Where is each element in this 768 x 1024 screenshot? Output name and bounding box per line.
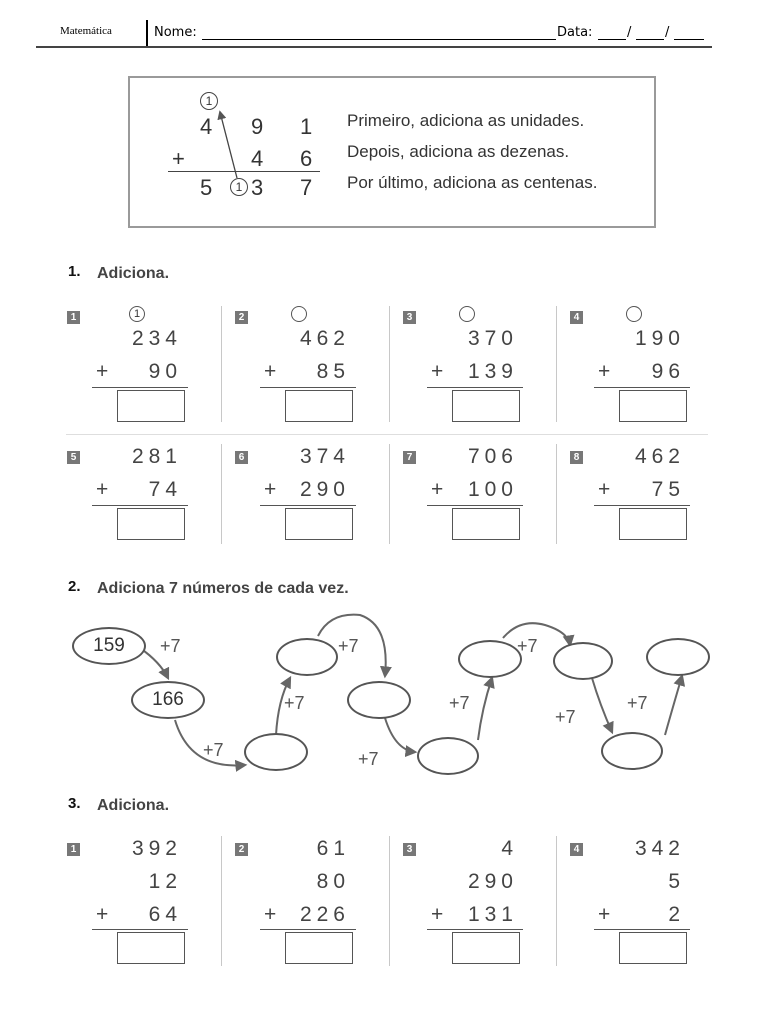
step-label: +7 — [160, 636, 181, 656]
addend: 462 — [634, 445, 685, 468]
item-badge: 2 — [235, 843, 248, 856]
exercise-number: 1. — [68, 263, 81, 280]
addend: 131 — [467, 903, 518, 926]
addend: 281 — [131, 445, 182, 468]
addend: 392 — [131, 837, 182, 860]
item-badge: 3 — [403, 311, 416, 324]
item-badge: 6 — [235, 451, 248, 464]
answer-oval[interactable] — [244, 733, 308, 771]
answer-oval[interactable] — [553, 642, 613, 680]
addend: 80 — [316, 870, 350, 893]
step-label: +7 — [449, 693, 470, 713]
addend: 290 — [467, 870, 518, 893]
answer-oval[interactable] — [601, 732, 663, 770]
answer-oval[interactable] — [458, 640, 522, 678]
addend: 226 — [299, 903, 350, 926]
date-slash: / — [665, 25, 670, 40]
addend: 462 — [299, 327, 350, 350]
example-digit: 4 — [251, 146, 264, 171]
exercise-title: Adiciona 7 números de cada vez. — [97, 580, 349, 597]
item-badge: 3 — [403, 843, 416, 856]
answer-box[interactable] — [285, 932, 353, 964]
item-badge: 2 — [235, 311, 248, 324]
step-label: +7 — [555, 707, 576, 727]
plus-sign: + — [598, 903, 611, 926]
second-number-oval: 166 — [131, 681, 205, 719]
example-digit: 5 — [200, 175, 213, 200]
item-badge: 4 — [570, 311, 583, 324]
answer-oval[interactable] — [417, 737, 479, 775]
addend: 290 — [299, 478, 350, 501]
example-digit: 4 — [200, 114, 213, 139]
item-badge: 4 — [570, 843, 583, 856]
addend: 370 — [467, 327, 518, 350]
sum-line — [92, 929, 188, 930]
step-label: +7 — [284, 693, 305, 713]
plus-sign: + — [96, 478, 109, 501]
column-divider — [221, 836, 222, 966]
exercise-number: 2. — [68, 578, 81, 595]
answer-oval[interactable] — [347, 681, 411, 719]
addend: 61 — [316, 837, 350, 860]
addend: 4 — [501, 837, 518, 860]
subject-label: Matemática — [60, 25, 112, 37]
addend: 75 — [651, 478, 685, 501]
plus-sign: + — [431, 478, 444, 501]
plus-sign: + — [264, 903, 277, 926]
exercise-title: Adiciona. — [97, 265, 170, 282]
addend: 5 — [668, 870, 685, 893]
plus-sign: + — [598, 360, 611, 383]
example-digit: 3 — [251, 175, 264, 200]
carry-circle: 1 — [200, 92, 218, 110]
example-digit: 1 — [300, 114, 313, 139]
sum-line — [260, 929, 356, 930]
item-badge: 1 — [67, 843, 80, 856]
exercise-title: Adiciona. — [97, 797, 170, 814]
plus-sign: + — [264, 360, 277, 383]
step-label: +7 — [203, 740, 224, 760]
instruction-line: Por último, adiciona as centenas. — [347, 173, 598, 192]
example-digit: 9 — [251, 114, 264, 139]
addend: 342 — [634, 837, 685, 860]
carry-circle: 1 — [230, 178, 248, 196]
step-label: +7 — [358, 749, 379, 769]
step-label: +7 — [517, 636, 538, 656]
exercise-number: 3. — [68, 795, 81, 812]
column-divider — [556, 836, 557, 966]
step-label: +7 — [338, 636, 359, 656]
column-divider — [389, 836, 390, 966]
date-slash: / — [627, 25, 632, 40]
addend: 64 — [148, 903, 182, 926]
date-label: Data: — [557, 25, 593, 40]
sum-line — [427, 929, 523, 930]
addend: 96 — [651, 360, 685, 383]
item-badge: 1 — [67, 311, 80, 324]
addend: 85 — [316, 360, 350, 383]
item-badge: 7 — [403, 451, 416, 464]
carry-circle[interactable]: 1 — [129, 306, 145, 322]
addend: 2 — [668, 903, 685, 926]
plus-sign: + — [431, 360, 444, 383]
sum-line — [594, 929, 690, 930]
answer-oval[interactable] — [646, 638, 710, 676]
plus-sign: + — [96, 360, 109, 383]
answer-box[interactable] — [452, 932, 520, 964]
answer-oval[interactable] — [276, 638, 338, 676]
item-badge: 5 — [67, 451, 80, 464]
answer-box[interactable] — [117, 932, 185, 964]
plus-sign: + — [264, 478, 277, 501]
plus-sign: + — [431, 903, 444, 926]
instruction-line: Primeiro, adiciona as unidades. — [347, 111, 585, 130]
addend: 190 — [634, 327, 685, 350]
addend: 706 — [467, 445, 518, 468]
addend: 234 — [131, 327, 182, 350]
answer-box[interactable] — [619, 932, 687, 964]
name-label: Nome: — [154, 25, 197, 40]
item-badge: 8 — [570, 451, 583, 464]
addend: 90 — [148, 360, 182, 383]
plus-sign: + — [172, 146, 185, 171]
instruction-line: Depois, adiciona as dezenas. — [347, 142, 570, 161]
addend: 100 — [467, 478, 518, 501]
start-number-oval: 159 — [72, 627, 146, 665]
addend: 12 — [148, 870, 182, 893]
addend: 139 — [467, 360, 518, 383]
example-digit: 7 — [300, 175, 313, 200]
step-label: +7 — [627, 693, 648, 713]
plus-sign: + — [598, 478, 611, 501]
addend: 74 — [148, 478, 182, 501]
example-digit: 6 — [300, 146, 313, 171]
addend: 374 — [299, 445, 350, 468]
plus-sign: + — [96, 903, 109, 926]
